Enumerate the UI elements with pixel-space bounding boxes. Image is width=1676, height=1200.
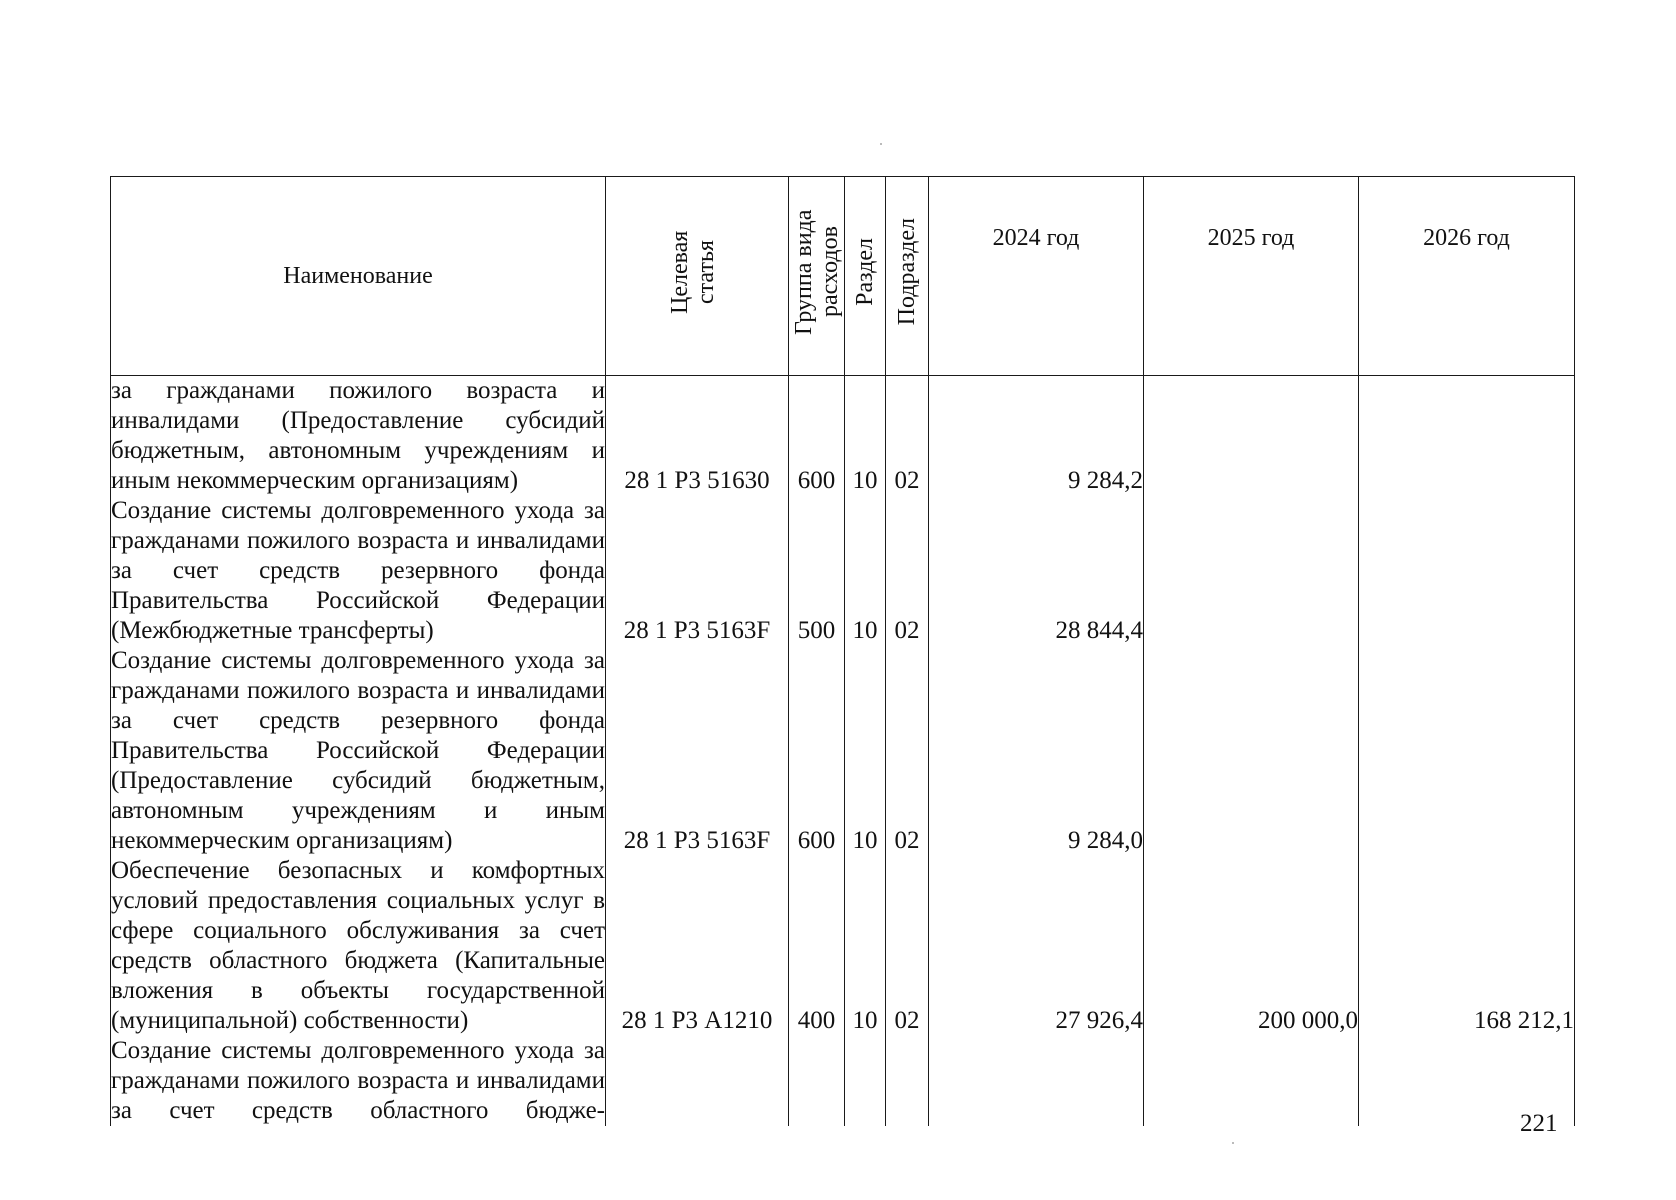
page-number: 221 [1520, 1110, 1558, 1137]
row-expense-group: 600 [789, 376, 845, 497]
row-name: Создание системы долговременного ухода за гражданами пожилого возраста и инвалидами за счет средств резервного фонда Правительства Российской Федерации (Предоставление субсидий бюджетным, автономным учреждениям и иным некоммерческим организациям) [111, 647, 605, 854]
row-section: 10 [845, 856, 886, 1036]
scan-speck [1232, 1142, 1234, 1144]
row-expense-group [789, 1036, 845, 1126]
row-subsection: 02 [886, 856, 929, 1036]
row-2024: 9 284,2 [929, 376, 1144, 497]
row-subsection: 02 [886, 646, 929, 856]
row-2026 [1359, 376, 1575, 497]
row-subsection: 02 [886, 376, 929, 497]
header-subsection: Подраздел [886, 177, 929, 376]
header-target-item: Целевая статья [606, 177, 789, 376]
header-2026: 2026 год [1359, 177, 1575, 376]
row-section [845, 1036, 886, 1126]
header-2025: 2025 год [1144, 177, 1359, 376]
row-2025 [1144, 496, 1359, 646]
row-expense-group: 400 [789, 856, 845, 1036]
row-target-item: 28 1 Р3 А1210 [606, 856, 789, 1036]
row-target-item [606, 1036, 789, 1126]
table-row [111, 856, 1575, 1036]
row-2025 [1144, 376, 1359, 497]
row-section: 10 [845, 646, 886, 856]
budget-table [110, 176, 1575, 1126]
row-2026: 168 212,1 [1359, 856, 1575, 1036]
row-target-item: 28 1 Р3 5163F [606, 496, 789, 646]
row-section: 10 [845, 496, 886, 646]
row-expense-group: 600 [789, 646, 845, 856]
row-name: за гражданами пожилого возраста и инвалидами (Предоставление субсидий бюджетным, автономным учреждениям и иным некоммерческим организациям) [111, 377, 605, 494]
row-2024 [929, 1036, 1144, 1126]
header-2024: 2024 год [929, 177, 1144, 376]
row-2024: 9 284,0 [929, 646, 1144, 856]
table-row [111, 496, 1575, 646]
row-2026 [1359, 646, 1575, 856]
row-subsection [886, 1036, 929, 1126]
row-2025 [1144, 1036, 1359, 1126]
row-2025: 200 000,0 [1144, 856, 1359, 1036]
row-subsection: 02 [886, 496, 929, 646]
row-section: 10 [845, 376, 886, 497]
table-header-row [111, 177, 1575, 376]
header-expense-group: Группа вида расходов [789, 177, 845, 376]
row-2025 [1144, 646, 1359, 856]
row-name: Создание системы долговременного ухода за гражданами пожилого возраста и инвалидами за счет средств резервного фонда Правительства Российской Федерации (Межбюджетные трансферты) [111, 497, 605, 644]
table-row [111, 646, 1575, 856]
row-expense-group: 500 [789, 496, 845, 646]
row-target-item: 28 1 Р3 51630 [606, 376, 789, 497]
row-2024: 27 926,4 [929, 856, 1144, 1036]
row-2024: 28 844,4 [929, 496, 1144, 646]
row-2026 [1359, 496, 1575, 646]
scan-speck [880, 143, 882, 145]
table-row [111, 1036, 1575, 1126]
row-name: Создание системы долговременного ухода за гражданами пожилого возраста и инвалидами за счет средств областного бюдже- [111, 1037, 605, 1124]
table-row [111, 376, 1575, 497]
header-section: Раздел [845, 177, 886, 376]
header-name: Наименование [111, 177, 606, 376]
row-name: Обеспечение безопасных и комфортных условий предоставления социальных услуг в сфере социального обслуживания за счет средств областного бюджета (Капитальные вложения в объекты государственной (муниципальной) собственности) [111, 857, 605, 1034]
row-target-item: 28 1 Р3 5163F [606, 646, 789, 856]
